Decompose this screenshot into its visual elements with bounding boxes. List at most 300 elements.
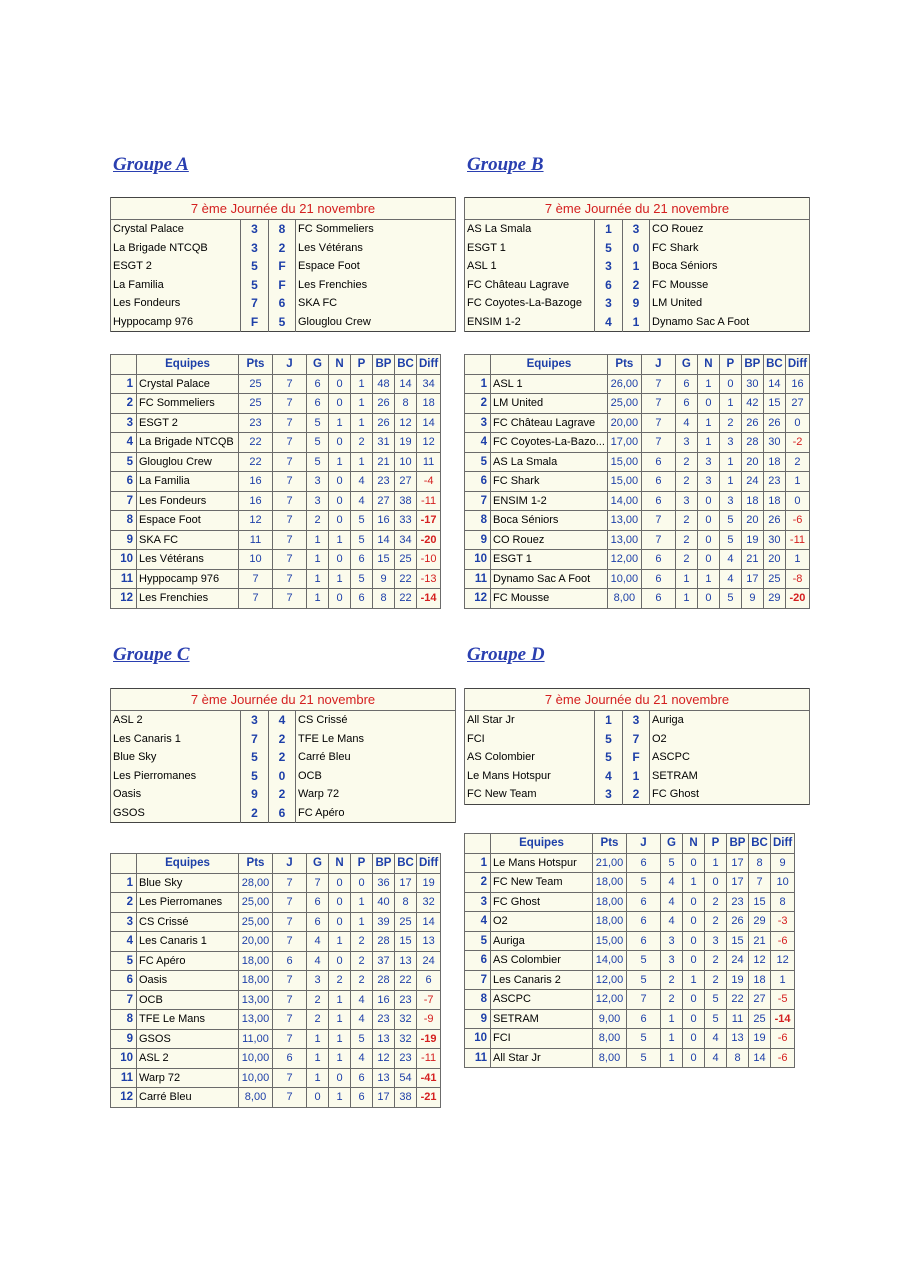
- stat-cell: 24: [417, 951, 441, 971]
- stat-cell: 7: [273, 550, 307, 570]
- match-row: [465, 220, 810, 239]
- stat-cell: 1: [329, 452, 351, 472]
- stat-cell: 7: [641, 394, 675, 414]
- stat-cell: 1: [307, 1029, 329, 1049]
- stat-cell: 17: [373, 1088, 395, 1108]
- home-score: 7: [241, 730, 269, 749]
- stat-cell: 0: [683, 951, 705, 971]
- stat-cell: 0: [683, 912, 705, 932]
- stat-cell: 2: [705, 970, 727, 990]
- home-score: 2: [241, 804, 269, 823]
- stat-cell: 1: [307, 1068, 329, 1088]
- stat-cell: 1: [675, 589, 697, 609]
- stat-cell: 21: [373, 452, 395, 472]
- standings-header-row: [111, 854, 441, 874]
- stat-cell: 3: [675, 433, 697, 453]
- column-header: J: [627, 834, 661, 854]
- stat-cell: 1: [683, 873, 705, 893]
- stat-cell: 1: [329, 413, 351, 433]
- stat-cell: 0: [329, 491, 351, 511]
- stat-cell: 1: [329, 1029, 351, 1049]
- rank: 1: [111, 374, 137, 394]
- stat-cell: 1: [307, 1049, 329, 1069]
- stat-cell: 1: [719, 394, 741, 414]
- away-score: 2: [269, 785, 296, 804]
- stat-cell: 8: [771, 892, 795, 912]
- stat-cell: 7: [641, 374, 675, 394]
- stat-cell: 0: [329, 511, 351, 531]
- home-score: 5: [595, 239, 623, 258]
- stat-cell: 15: [749, 892, 771, 912]
- stat-cell: 2: [351, 951, 373, 971]
- stat-cell: 8: [727, 1048, 749, 1068]
- stat-cell: 19: [727, 970, 749, 990]
- match-row: [465, 276, 810, 295]
- stat-cell: 34: [395, 530, 417, 550]
- stat-cell: -17: [417, 511, 441, 531]
- standings-row: [111, 550, 441, 570]
- stat-cell: 6: [641, 589, 675, 609]
- stat-cell: 5: [719, 511, 741, 531]
- column-header: Equipes: [491, 834, 593, 854]
- stat-cell: -13: [417, 569, 441, 589]
- away-team: Auriga: [650, 711, 810, 730]
- match-row: [465, 239, 810, 258]
- away-score: 6: [269, 294, 296, 313]
- away-score: F: [623, 748, 650, 767]
- stat-cell: 23: [239, 413, 273, 433]
- stat-cell: 22: [239, 452, 273, 472]
- column-header: [111, 355, 137, 375]
- stat-cell: 5: [705, 990, 727, 1010]
- stat-cell: 14: [763, 374, 785, 394]
- stat-cell: 10,00: [239, 1049, 273, 1069]
- stat-cell: 7: [273, 1068, 307, 1088]
- matchday-header-row: [465, 689, 810, 711]
- stat-cell: 16: [373, 511, 395, 531]
- stat-cell: 1: [771, 970, 795, 990]
- stat-cell: 15: [763, 394, 785, 414]
- stat-cell: 0: [705, 873, 727, 893]
- rank: 4: [111, 433, 137, 453]
- stat-cell: 0: [329, 433, 351, 453]
- stat-cell: 25,00: [239, 893, 273, 913]
- column-header: BC: [749, 834, 771, 854]
- standings-row: [111, 491, 441, 511]
- away-team: Espace Foot: [296, 257, 456, 276]
- stat-cell: 8: [395, 893, 417, 913]
- stat-cell: 18: [749, 970, 771, 990]
- stat-cell: 16: [373, 990, 395, 1010]
- stat-cell: 27: [785, 394, 809, 414]
- stat-cell: 5: [719, 530, 741, 550]
- match-row: [465, 294, 810, 313]
- column-header: BP: [373, 355, 395, 375]
- rank: 9: [465, 1009, 491, 1029]
- stat-cell: 3: [307, 971, 329, 991]
- stat-cell: 2: [351, 932, 373, 952]
- team-name: ESGT 1: [491, 550, 608, 570]
- team-name: FC Coyotes-La-Bazo...: [491, 433, 608, 453]
- column-header: Equipes: [137, 854, 239, 874]
- match-row: [111, 767, 456, 786]
- stat-cell: 6: [641, 452, 675, 472]
- stat-cell: 1: [661, 1029, 683, 1049]
- stat-cell: 0: [683, 931, 705, 951]
- stat-cell: 3: [675, 491, 697, 511]
- standings-row: [111, 511, 441, 531]
- column-header: [111, 854, 137, 874]
- standings-table: [464, 354, 810, 609]
- stat-cell: 11,00: [239, 1029, 273, 1049]
- away-team: LM United: [650, 294, 810, 313]
- stat-cell: 5: [351, 530, 373, 550]
- match-row: [111, 711, 456, 730]
- team-name: Glouglou Crew: [137, 452, 239, 472]
- home-score: 5: [241, 276, 269, 295]
- stat-cell: 7: [273, 394, 307, 414]
- away-team: FC Shark: [650, 239, 810, 258]
- team-name: ASL 2: [137, 1049, 239, 1069]
- team-name: Hyppocamp 976: [137, 569, 239, 589]
- stat-cell: 21: [749, 931, 771, 951]
- match-row: [465, 767, 810, 786]
- team-name: Les Canaris 1: [137, 932, 239, 952]
- stat-cell: 0: [683, 990, 705, 1010]
- stat-cell: 17: [727, 873, 749, 893]
- standings-row: [465, 931, 795, 951]
- team-name: FC Sommeliers: [137, 394, 239, 414]
- stat-cell: 1: [719, 452, 741, 472]
- stat-cell: 18: [763, 452, 785, 472]
- matchday-header-row: [465, 198, 810, 220]
- standings-row: [111, 1088, 441, 1108]
- standings-row: [465, 374, 810, 394]
- standings-row: [111, 530, 441, 550]
- group-title: Groupe D: [467, 644, 545, 665]
- match-row: [111, 220, 456, 239]
- stat-cell: 38: [395, 491, 417, 511]
- stat-cell: 7: [273, 433, 307, 453]
- team-name: FC Mousse: [491, 589, 608, 609]
- away-score: 0: [623, 239, 650, 258]
- rank: 7: [111, 990, 137, 1010]
- column-header: P: [705, 834, 727, 854]
- stat-cell: 0: [307, 1088, 329, 1108]
- stat-cell: 6: [641, 491, 675, 511]
- stat-cell: 1: [675, 569, 697, 589]
- stat-cell: 6: [627, 912, 661, 932]
- match-row: [111, 313, 456, 332]
- stat-cell: 0: [719, 374, 741, 394]
- match-row: [111, 730, 456, 749]
- standings-row: [111, 589, 441, 609]
- standings-header-row: [111, 355, 441, 375]
- home-score: 1: [595, 711, 623, 730]
- away-score: 3: [623, 220, 650, 239]
- stat-cell: 9: [373, 569, 395, 589]
- stat-cell: 3: [307, 472, 329, 492]
- stat-cell: 7: [749, 873, 771, 893]
- stat-cell: 5: [627, 1048, 661, 1068]
- stat-cell: 14: [373, 530, 395, 550]
- stat-cell: 0: [697, 530, 719, 550]
- home-team: La Familia: [111, 276, 241, 295]
- stat-cell: 1: [351, 893, 373, 913]
- stat-cell: 22: [395, 589, 417, 609]
- stat-cell: 4: [351, 1010, 373, 1030]
- team-name: La Brigade NTCQB: [137, 433, 239, 453]
- stat-cell: 10,00: [239, 1068, 273, 1088]
- stat-cell: 28: [373, 932, 395, 952]
- stat-cell: 1: [329, 569, 351, 589]
- stat-cell: 32: [395, 1010, 417, 1030]
- stat-cell: 2: [307, 1010, 329, 1030]
- rank: 12: [111, 1088, 137, 1108]
- stat-cell: -3: [771, 912, 795, 932]
- stat-cell: 0: [329, 873, 351, 893]
- stat-cell: 1: [697, 569, 719, 589]
- stat-cell: -6: [771, 1048, 795, 1068]
- home-score: 3: [241, 220, 269, 239]
- home-score: 4: [595, 313, 623, 332]
- home-team: AS Colombier: [465, 748, 595, 767]
- stat-cell: 5: [351, 569, 373, 589]
- stat-cell: 10,00: [607, 569, 641, 589]
- home-team: ESGT 2: [111, 257, 241, 276]
- rank: 7: [111, 491, 137, 511]
- stat-cell: 18: [741, 491, 763, 511]
- match-row: [465, 313, 810, 332]
- rank: 9: [111, 530, 137, 550]
- stat-cell: 26: [741, 413, 763, 433]
- stat-cell: 1: [307, 550, 329, 570]
- home-team: ESGT 1: [465, 239, 595, 258]
- stat-cell: 6: [307, 912, 329, 932]
- stat-cell: 12: [395, 413, 417, 433]
- stat-cell: 7: [641, 530, 675, 550]
- stat-cell: 12,00: [593, 990, 627, 1010]
- away-score: F: [269, 276, 296, 295]
- stat-cell: 7: [273, 932, 307, 952]
- away-score: 5: [269, 313, 296, 332]
- home-score: 5: [595, 730, 623, 749]
- stat-cell: 4: [307, 951, 329, 971]
- home-team: GSOS: [111, 804, 241, 823]
- stat-cell: 6: [351, 550, 373, 570]
- stat-cell: 12: [239, 511, 273, 531]
- home-team: Les Canaris 1: [111, 730, 241, 749]
- stat-cell: 28,00: [239, 873, 273, 893]
- stat-cell: 38: [395, 1088, 417, 1108]
- stat-cell: 7: [273, 971, 307, 991]
- standings-row: [465, 433, 810, 453]
- stat-cell: 32: [395, 1029, 417, 1049]
- away-team: SETRAM: [650, 767, 810, 786]
- stat-cell: -10: [417, 550, 441, 570]
- stat-cell: 0: [329, 893, 351, 913]
- team-name: FC Ghost: [491, 892, 593, 912]
- stat-cell: -20: [417, 530, 441, 550]
- stat-cell: 19: [395, 433, 417, 453]
- home-team: ASL 2: [111, 711, 241, 730]
- standings-row: [465, 951, 795, 971]
- away-team: Glouglou Crew: [296, 313, 456, 332]
- standings-header-row: [465, 834, 795, 854]
- stat-cell: 13: [373, 1068, 395, 1088]
- stat-cell: 4: [719, 550, 741, 570]
- rank: 6: [465, 951, 491, 971]
- matchday-title: 7 ème Journée du 21 novembre: [465, 198, 810, 220]
- standings-row: [111, 1049, 441, 1069]
- team-name: Les Pierromanes: [137, 893, 239, 913]
- stat-cell: 7: [273, 1010, 307, 1030]
- stat-cell: -41: [417, 1068, 441, 1088]
- stat-cell: 21: [741, 550, 763, 570]
- stat-cell: 6: [627, 1009, 661, 1029]
- away-score: 4: [269, 711, 296, 730]
- stat-cell: 37: [373, 951, 395, 971]
- stat-cell: 7: [641, 413, 675, 433]
- stat-cell: 19: [417, 873, 441, 893]
- stat-cell: 6: [351, 1088, 373, 1108]
- stat-cell: 1: [329, 990, 351, 1010]
- stat-cell: 2: [705, 951, 727, 971]
- stat-cell: 14: [749, 1048, 771, 1068]
- home-team: FC Coyotes-La-Bazoge: [465, 294, 595, 313]
- team-name: ENSIM 1-2: [491, 491, 608, 511]
- rank: 2: [111, 893, 137, 913]
- matchday-table: [464, 688, 810, 805]
- stat-cell: 7: [641, 511, 675, 531]
- stat-cell: 5: [351, 511, 373, 531]
- home-score: 5: [241, 748, 269, 767]
- stat-cell: 27: [395, 472, 417, 492]
- stat-cell: 4: [705, 1048, 727, 1068]
- stat-cell: -21: [417, 1088, 441, 1108]
- stat-cell: 2: [307, 511, 329, 531]
- group-title: Groupe B: [467, 154, 544, 175]
- away-score: 9: [623, 294, 650, 313]
- rank: 3: [111, 413, 137, 433]
- stat-cell: 12: [417, 433, 441, 453]
- stat-cell: 7: [273, 893, 307, 913]
- stat-cell: 20,00: [607, 413, 641, 433]
- rank: 12: [111, 589, 137, 609]
- stat-cell: 11: [727, 1009, 749, 1029]
- home-score: F: [241, 313, 269, 332]
- stat-cell: 2: [675, 511, 697, 531]
- stat-cell: -19: [417, 1029, 441, 1049]
- stat-cell: 7: [641, 433, 675, 453]
- column-header: BP: [741, 355, 763, 375]
- stat-cell: 6: [641, 472, 675, 492]
- home-score: 1: [595, 220, 623, 239]
- stat-cell: 0: [697, 550, 719, 570]
- stat-cell: 32: [417, 893, 441, 913]
- stat-cell: 24: [741, 472, 763, 492]
- standings-row: [465, 589, 810, 609]
- stat-cell: 11: [239, 530, 273, 550]
- away-score: F: [269, 257, 296, 276]
- stat-cell: 6: [307, 374, 329, 394]
- stat-cell: 18: [417, 394, 441, 414]
- column-header: BP: [727, 834, 749, 854]
- away-team: CS Crissé: [296, 711, 456, 730]
- stat-cell: 13: [395, 951, 417, 971]
- stat-cell: 6: [675, 374, 697, 394]
- stat-cell: 5: [307, 413, 329, 433]
- team-name: ESGT 2: [137, 413, 239, 433]
- stat-cell: 0: [329, 550, 351, 570]
- team-name: Boca Séniors: [491, 511, 608, 531]
- stat-cell: 0: [329, 374, 351, 394]
- standings-row: [111, 472, 441, 492]
- stat-cell: 54: [395, 1068, 417, 1088]
- home-team: La Brigade NTCQB: [111, 239, 241, 258]
- stat-cell: 13,00: [239, 990, 273, 1010]
- column-header: Pts: [593, 834, 627, 854]
- team-name: Dynamo Sac A Foot: [491, 569, 608, 589]
- match-row: [111, 785, 456, 804]
- home-team: Oasis: [111, 785, 241, 804]
- stat-cell: 6: [307, 893, 329, 913]
- stat-cell: 22: [239, 433, 273, 453]
- team-name: GSOS: [137, 1029, 239, 1049]
- standings-table: [110, 853, 441, 1108]
- stat-cell: 0: [683, 892, 705, 912]
- stat-cell: 1: [351, 394, 373, 414]
- standings-row: [111, 1010, 441, 1030]
- stat-cell: 26,00: [607, 374, 641, 394]
- stat-cell: 12: [771, 951, 795, 971]
- stat-cell: 2: [675, 550, 697, 570]
- rank: 4: [465, 912, 491, 932]
- stat-cell: 4: [705, 1029, 727, 1049]
- away-team: FC Mousse: [650, 276, 810, 295]
- stat-cell: 6: [627, 931, 661, 951]
- rank: 1: [111, 873, 137, 893]
- home-team: Le Mans Hotspur: [465, 767, 595, 786]
- stat-cell: 5: [661, 853, 683, 873]
- rank: 12: [465, 589, 491, 609]
- team-name: SKA FC: [137, 530, 239, 550]
- stat-cell: 23: [373, 472, 395, 492]
- stat-cell: 2: [661, 970, 683, 990]
- matchday-header-row: [111, 689, 456, 711]
- stat-cell: -20: [785, 589, 809, 609]
- standings-row: [465, 853, 795, 873]
- stat-cell: 1: [661, 1048, 683, 1068]
- stat-cell: 7: [273, 374, 307, 394]
- standings-row: [465, 452, 810, 472]
- stat-cell: 25: [239, 374, 273, 394]
- stat-cell: 14,00: [593, 951, 627, 971]
- stat-cell: 16: [785, 374, 809, 394]
- standings-row: [465, 1029, 795, 1049]
- match-row: [111, 276, 456, 295]
- stat-cell: 1: [351, 413, 373, 433]
- stat-cell: 26: [373, 413, 395, 433]
- away-score: 1: [623, 767, 650, 786]
- rank: 5: [465, 931, 491, 951]
- stat-cell: 5: [307, 452, 329, 472]
- away-team: Dynamo Sac A Foot: [650, 313, 810, 332]
- stat-cell: 19: [749, 1029, 771, 1049]
- stat-cell: 3: [719, 491, 741, 511]
- stat-cell: 14: [395, 374, 417, 394]
- away-team: O2: [650, 730, 810, 749]
